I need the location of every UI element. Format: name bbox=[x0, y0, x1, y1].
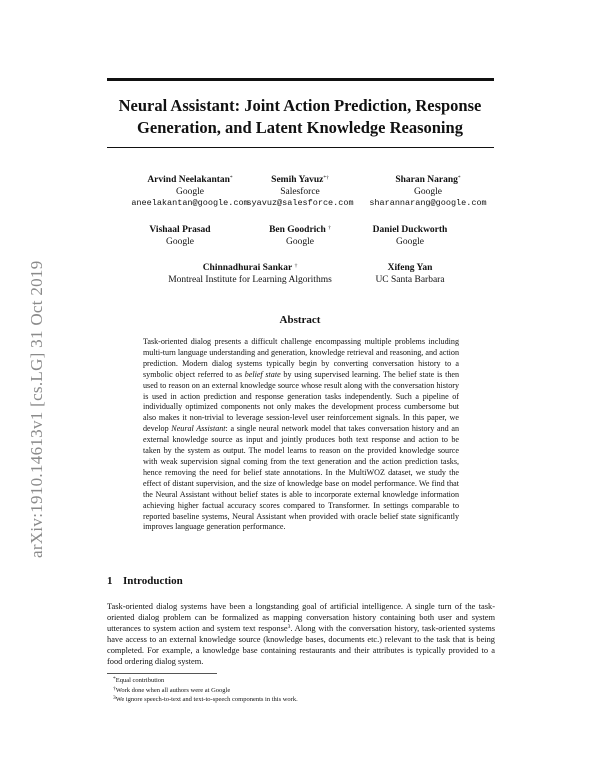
author-block bbox=[140, 263, 360, 286]
section-heading bbox=[107, 575, 183, 587]
section-title: Introduction bbox=[123, 575, 183, 587]
author-block bbox=[230, 175, 370, 210]
author-block bbox=[350, 225, 470, 248]
author-name: Daniel Duckworth bbox=[372, 225, 448, 235]
title-top-rule bbox=[107, 78, 494, 81]
author-affiliation: Montreal Institute for Learning Algorithms bbox=[168, 274, 332, 285]
author-name: Xifeng Yan bbox=[387, 263, 433, 273]
footnote: †Work done when all authors were at Google bbox=[113, 685, 231, 694]
author-mark: *† bbox=[323, 175, 329, 181]
author-name: Ben Goodrich bbox=[269, 225, 326, 235]
title-bottom-rule bbox=[107, 147, 494, 148]
author-email[interactable]: syavuz@salesforce.com bbox=[246, 198, 354, 208]
abstract-heading: Abstract bbox=[279, 314, 321, 326]
author-affiliation: Google bbox=[414, 186, 442, 197]
author-block bbox=[350, 263, 470, 286]
author-affiliation: Google bbox=[176, 186, 204, 197]
author-block bbox=[120, 225, 240, 248]
author-name: Vishaal Prasad bbox=[149, 225, 211, 235]
footnote: $^3$We ignore speech-to-text and text-to-speech components in this work. bbox=[113, 695, 298, 703]
author-name: Arvind Neelakantan bbox=[147, 175, 230, 185]
intro-paragraph: Task-oriented dialog systems have been a longstanding goal of artificial intelligence. A single turn of the task-oriented dialog problem can be formalized as mapping conversation history containing both user and system utterances to system action and system text response$^3$. Along with the conversation history, task-oriented systems have access to an external knowledge source (knowledge bases, documents etc.) relevant to the task that is being completed. For example, a knowledge base containing restaurants and their attributes is typically provided to a food ordering dialog system. bbox=[107, 602, 495, 666]
author-mark: † bbox=[294, 263, 298, 269]
author-mark: * bbox=[229, 175, 233, 181]
author-email[interactable]: aneelakantan@google.com bbox=[131, 198, 249, 208]
author-block bbox=[240, 225, 360, 248]
author-affiliation: Google bbox=[166, 236, 194, 247]
section-number: 1 bbox=[107, 575, 113, 587]
author-block bbox=[358, 175, 498, 210]
abstract-text: Task-oriented dialog presents a difficult challenge encompassing multiple problems including multi-turn language understanding and generation, knowledge retrieval and reasoning, and action prediction. Modern dialog systems typically begin by converting conversation history to a symbolic object referred to as belief state by using supervised learning. The belief state is then used to reason on an external knowledge source whose result along with the conversation history is used in action prediction and response generation tasks independently. Such a pipeline of individually optimized components not only makes the development process cumbersome but also makes it non-trivial to leverage session-level user reinforcement signals. In this paper, we develop Neural Assistant: a single neural network model that takes conversation history and an external knowledge source as input and jointly produces both text response and action to be taken by the system as output. The model learns to reason on the provided knowledge source with weak supervision signal coming from the text generation and the action prediction tasks, hence removing the need for belief state annotations. In the MultiWOZ dataset, we study the effect of distant supervision, and the size of knowledge base on model performance. We find that the Neural Assistant without belief states is able to incorporate external knowledge information achieving higher factual accuracy scores compared to Transformer. In settings comparable to reported baseline systems, Neural Assistant when provided with oracle belief state significantly improves language generation performance. bbox=[143, 337, 460, 532]
footnote-rule bbox=[107, 673, 217, 674]
author-mark: * bbox=[457, 175, 461, 181]
author-affiliation: UC Santa Barbara bbox=[375, 274, 445, 285]
author-affiliation: Google bbox=[396, 236, 424, 247]
paper-title: Neural Assistant: Joint Action Prediction, Response Generation, and Latent Knowledge Reasoning bbox=[118, 96, 482, 137]
author-name: Sharan Narang bbox=[395, 175, 458, 185]
author-affiliation: Salesforce bbox=[280, 186, 320, 197]
author-mark: † bbox=[328, 225, 331, 231]
author-name: Semih Yavuz bbox=[271, 175, 324, 185]
author-email[interactable]: sharannarang@google.com bbox=[369, 198, 487, 208]
footnotes bbox=[113, 676, 493, 705]
footnote-ref[interactable]: 3 bbox=[287, 623, 291, 630]
author-affiliation: Google bbox=[286, 236, 314, 247]
arxiv-watermark: arXiv:1910.14613v1 [cs.LG] 31 Oct 2019 bbox=[27, 260, 46, 558]
footnote: *Equal contribution bbox=[113, 676, 165, 684]
author-name: Chinnadhurai Sankar bbox=[202, 263, 293, 273]
